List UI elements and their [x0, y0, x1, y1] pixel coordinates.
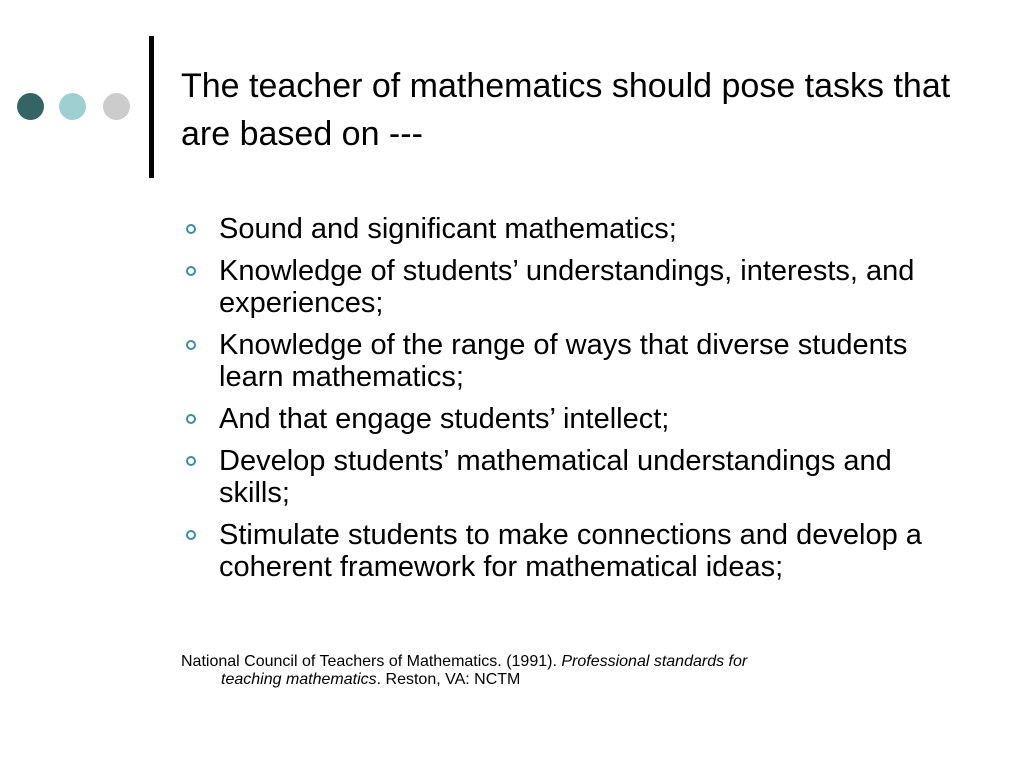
hollow-circle-bullet-icon [186, 266, 196, 276]
bullet-item [182, 519, 962, 583]
hollow-circle-bullet-icon [186, 340, 196, 350]
bullet-item [182, 329, 962, 393]
slide-title: The teacher of mathematics should pose tasks that are based on --- [181, 67, 951, 153]
hollow-circle-bullet-icon [186, 224, 196, 234]
citation-line-2 [181, 671, 941, 689]
citation-title-part2: teaching mathematics [221, 671, 377, 688]
hollow-circle-bullet-icon [186, 530, 196, 540]
light-teal-dot-icon [59, 93, 86, 120]
title-divider-bar [149, 36, 154, 178]
gray-dot-icon [103, 93, 130, 120]
citation-suffix: . Reston, VA: NCTM [376, 671, 521, 688]
bullet-item [182, 445, 962, 509]
bullet-list [182, 213, 962, 593]
bullet-item [182, 403, 962, 435]
dark-teal-dot-icon [17, 93, 44, 120]
bullet-text: Stimulate students to make connections and develop a coherent framework for mathematical ideas; [219, 519, 922, 583]
citation-prefix: National Council of Teachers of Mathematics. (1991). [181, 653, 562, 670]
citation [181, 653, 941, 689]
hollow-circle-bullet-icon [186, 414, 196, 424]
bullet-text: Develop students’ mathematical understandings and skills; [219, 445, 892, 509]
citation-title-part1: Professional standards for [561, 653, 748, 670]
bullet-text: And that engage students’ intellect; [219, 403, 670, 435]
bullet-item [182, 255, 962, 319]
bullet-item [182, 213, 962, 245]
bullet-text: Knowledge of the range of ways that diverse students learn mathematics; [219, 329, 908, 393]
bullet-text: Knowledge of students’ understandings, interests, and experiences; [219, 255, 915, 319]
hollow-circle-bullet-icon [186, 456, 196, 466]
bullet-text: Sound and significant mathematics; [219, 213, 677, 245]
